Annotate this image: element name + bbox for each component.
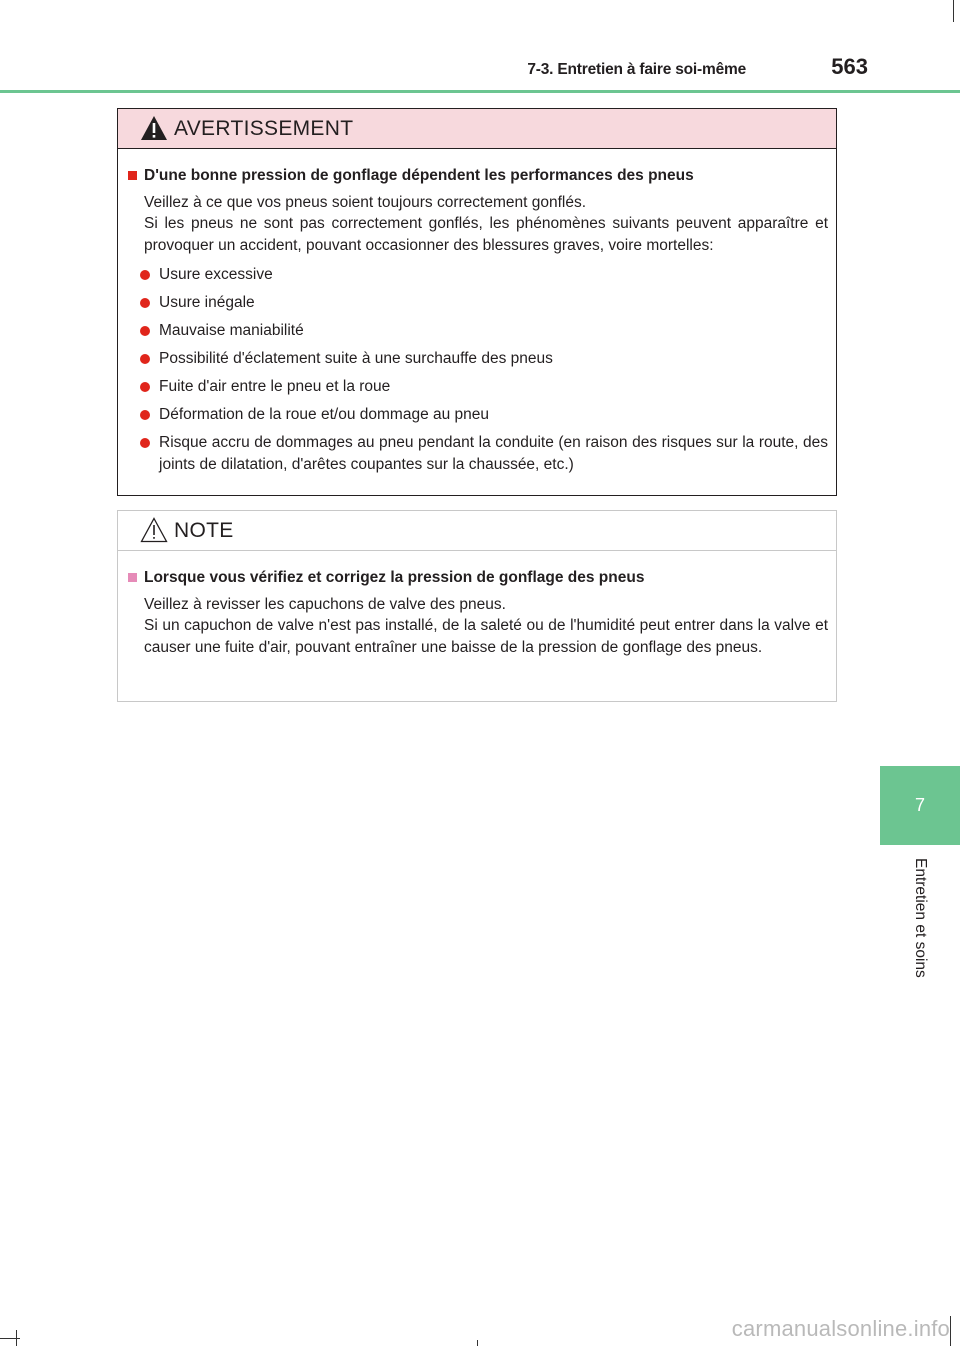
- note-header: [118, 511, 836, 551]
- list-item: Risque accru de dommages au pneu pendant la conduite (en raison des risques sur la route, des joints de dilatation, d'arêtes coupantes sur la chaussée, etc.): [140, 432, 828, 475]
- bullet-icon: [140, 326, 150, 336]
- bullet-icon: [140, 270, 150, 280]
- warning-section-title-text: D'une bonne pression de gonflage dépendent les performances des pneus: [144, 167, 694, 184]
- list-item: Fuite d'air entre le pneu et la roue: [140, 376, 828, 398]
- warning-header: [118, 109, 836, 149]
- list-item: Usure excessive: [140, 264, 828, 286]
- bullet-icon: [140, 382, 150, 392]
- bullet-icon: [140, 298, 150, 308]
- watermark: carmanualsonline.info: [731, 1316, 950, 1341]
- bullet-icon: [140, 438, 150, 448]
- square-bullet-icon: [128, 171, 137, 180]
- caution-triangle-outline-icon: [140, 517, 168, 543]
- page-number: 563: [831, 54, 868, 79]
- warning-section-title: [128, 165, 828, 187]
- note-section-title-text: Lorsque vous vérifiez et corrigez la pression de gonflage des pneus: [144, 569, 645, 586]
- note-box: [117, 510, 837, 702]
- warning-box: [117, 108, 837, 496]
- warning-body: [118, 149, 836, 475]
- bullet-icon: [140, 410, 150, 420]
- crop-mark: [0, 1338, 20, 1339]
- list-item: Déformation de la roue et/ou dommage au pneu: [140, 404, 828, 426]
- note-paragraph: Veillez à revisser les capuchons de valve des pneus.: [144, 595, 506, 613]
- warning-list: [128, 264, 828, 475]
- note-paragraph: Si un capuchon de valve n'est pas installé, de la saleté ou de l'humidité peut entrer dans la valve et causer une fuite d'air, pouvant entraîner une baisse de la pression de gonflage des pneus.: [144, 617, 828, 656]
- note-section-title: [128, 567, 828, 589]
- list-item: Usure inégale: [140, 292, 828, 314]
- crop-mark: [477, 1340, 478, 1346]
- warning-title: AVERTISSEMENT: [174, 116, 354, 140]
- note-title: NOTE: [174, 518, 234, 542]
- section-title: 7-3. Entretien à faire soi-même: [527, 61, 746, 78]
- chapter-label: Entretien et soins: [912, 858, 929, 978]
- warning-triangle-icon: [140, 115, 168, 141]
- chapter-tab: 7: [880, 766, 960, 845]
- bullet-icon: [140, 354, 150, 364]
- list-item: Possibilité d'éclatement suite à une surchauffe des pneus: [140, 348, 828, 370]
- warning-paragraph: Veillez à ce que vos pneus soient toujours correctement gonflés.: [144, 193, 587, 211]
- square-bullet-icon: [128, 573, 137, 582]
- note-body: [118, 551, 836, 658]
- crop-mark: [16, 1330, 17, 1346]
- list-item: Mauvaise maniabilité: [140, 320, 828, 342]
- crop-mark: [953, 0, 954, 22]
- header-rule: [0, 90, 960, 93]
- page-header: [0, 0, 960, 96]
- crop-mark: [950, 1316, 951, 1346]
- warning-paragraph: Si les pneus ne sont pas correctement gonflés, les phénomènes suivants peuvent apparaître et provoquer un accident, pouvant occasionner des blessures graves, voire mortelles:: [144, 215, 828, 254]
